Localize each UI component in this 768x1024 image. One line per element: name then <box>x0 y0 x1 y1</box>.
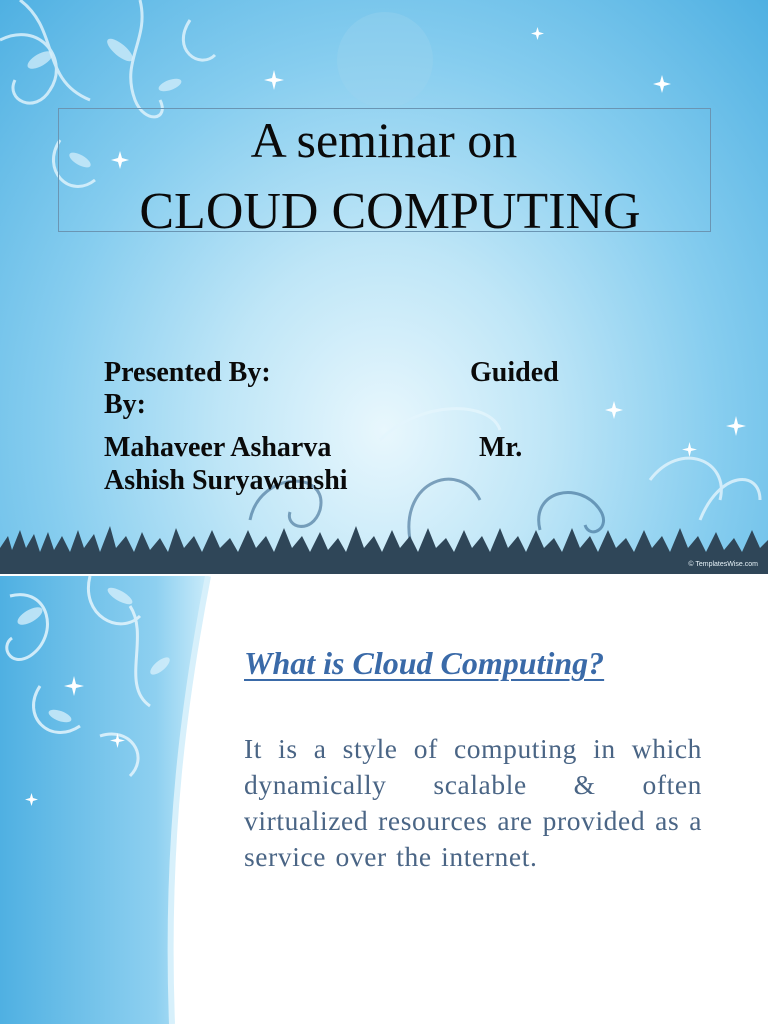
presenter-name: Mahaveer Asharva <box>104 432 332 463</box>
presented-by-label: Presented By: <box>104 357 271 388</box>
guide-title: Mr. <box>479 432 523 463</box>
definition-slide <box>0 576 768 1024</box>
slide-title-line-2: CLOUD COMPUTING <box>139 183 641 240</box>
sparkles <box>111 27 746 457</box>
grass <box>0 526 768 574</box>
guide-name: Ashish Suryawanshi <box>104 465 348 496</box>
template-credit: © TemplatesWise.com <box>688 561 758 568</box>
right-swirls <box>380 409 760 520</box>
slide-heading: What is Cloud Computing? <box>244 645 605 681</box>
moon-decoration <box>337 12 433 108</box>
slide-title-line-1: A seminar on <box>250 112 518 168</box>
guided-by-label: Guided <box>470 357 559 388</box>
definition-paragraph: It is a style of computing in which dynamically scalable & often virtualized resources are provided as a service over the internet. <box>244 733 702 872</box>
guided-by-label-continued: By: <box>104 389 146 420</box>
